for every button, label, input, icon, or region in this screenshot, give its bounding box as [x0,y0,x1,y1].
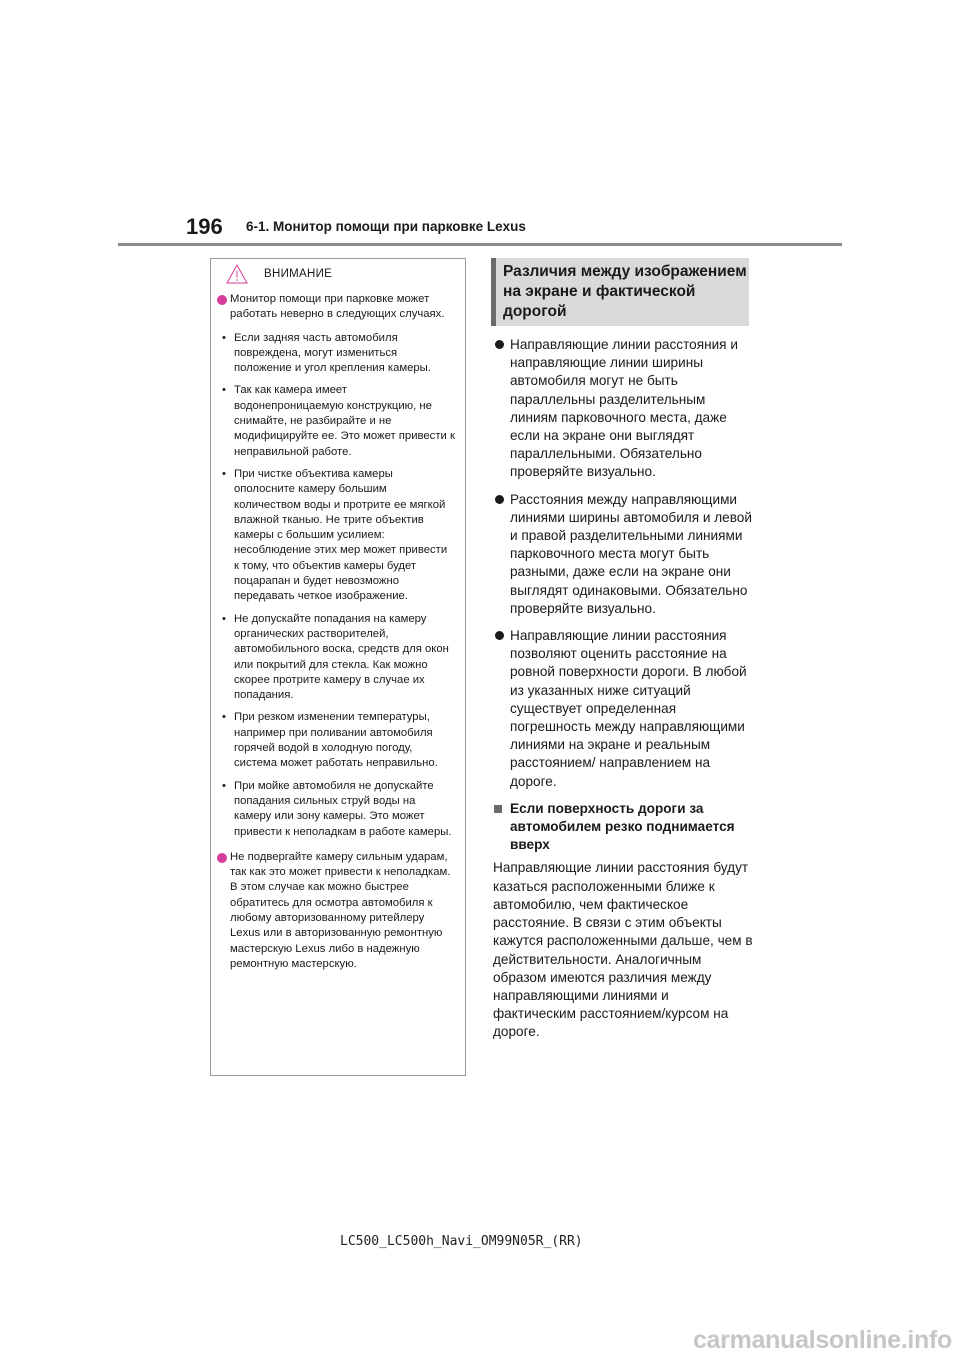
caution-bullet-icon [217,295,227,305]
bullet-item: Направляющие линии расстояния и направляющие линии ширины автомобиля могут не быть параллельны разделительным линиям парковочного места, даже если на экране они выглядят параллельными. Обязательно проверяйте визуально. [493,336,755,482]
caution-subitem: • Не допускайте попадания на камеру органических растворителей, автомобильного воска, средств для окон или покрытий для стекла. Как можно скорее протрите камеру в случае их попадания. [217,612,455,704]
right-column [493,336,755,1042]
caution-item-text: Не подвергайте камеру сильным ударам, так как это может привести к неполадкам. В этом случае как можно быстрее обратитесь для осмотра автомобиля к любому авторизованному ритейлеру Lexus или в авторизованную ремонтную мастерскую Lexus либо в надежную ремонтную мастерскую. [230,850,451,970]
section-title: 6-1. Монитор помощи при парковке Lexus [246,219,526,234]
section-heading-box [491,258,749,326]
caution-bullet-icon [217,853,227,863]
caution-item [217,850,455,972]
caution-subitem: • При мойке автомобиля не допускайте попадания сильных струй воды на камеру или зону камеры. Это может привести к неполадкам в работе камеры. [217,779,455,840]
caution-header [211,259,465,287]
subheading: Если поверхность дороги за автомобилем резко поднимается вверх [493,800,755,855]
caution-subitem: • При чистке объектива камеры ополосните камеру большим количеством воды и протрите ее мягкой влажной тканью. Не трите объектив камеры с большим усилием: несоблюдение этих мер может привести к тому, что объектив камеры будет поцарапан и будет невозможно передавать четкое изображение. [217,467,455,605]
caution-item [217,292,455,323]
watermark: carmanualsonline.info [692,1326,952,1354]
bullet-item: Расстояния между направляющими линиями ширины автомобиля и левой и правой разделительными линиями парковочного места могут быть разными, даже если на экране они выглядят одинаковыми. Обязательно проверяйте визуально. [493,491,755,618]
bullet-item: Направляющие линии расстояния позволяют оценить расстояние на ровной поверхности дороги. В любой из указанных ниже ситуаций существует определенная погрешность между направляющими линиями на экране и реальным расстоянием/ направлением на дороге. [493,627,755,791]
caution-box [210,258,466,1076]
caution-subitem: • Если задняя часть автомобиля повреждена, могут измениться положение и угол крепления камеры. [217,331,455,377]
caution-body [211,287,465,972]
paragraph: Направляющие линии расстояния будут казаться расположенными ближе к автомобилю, чем фактическое расстояние. В связи с этим объекты кажутся расположенными дальше, чем в действительности. Аналогичным образом имеются различия между направляющими линиями и фактическим расстоянием/курсом на дороге. [493,860,753,1040]
caution-title: ВНИМАНИЕ [264,268,333,280]
caution-subitem: • Так как камера имеет водонепроницаемую конструкцию, не снимайте, не разбирайте и не модифицируйте ее. Это может привести к неправильной работе. [217,383,455,459]
page-number: 196 [186,214,223,239]
caution-item-text: Монитор помощи при парковке может работать неверно в следующих случаях. [230,293,445,321]
document-code: LC500_LC500h_Navi_OM99N05R_(RR) [340,1234,583,1249]
caution-subitem: • При резком изменении температуры, например при поливании автомобиля горячей водой в холодную погоду, система может работать неправильно. [217,710,455,771]
heading-accent-bar [491,258,496,326]
header-divider [118,243,842,246]
warning-triangle-icon [226,264,248,284]
section-heading: Различия между изображением на экране и фактической дорогой [503,263,747,320]
